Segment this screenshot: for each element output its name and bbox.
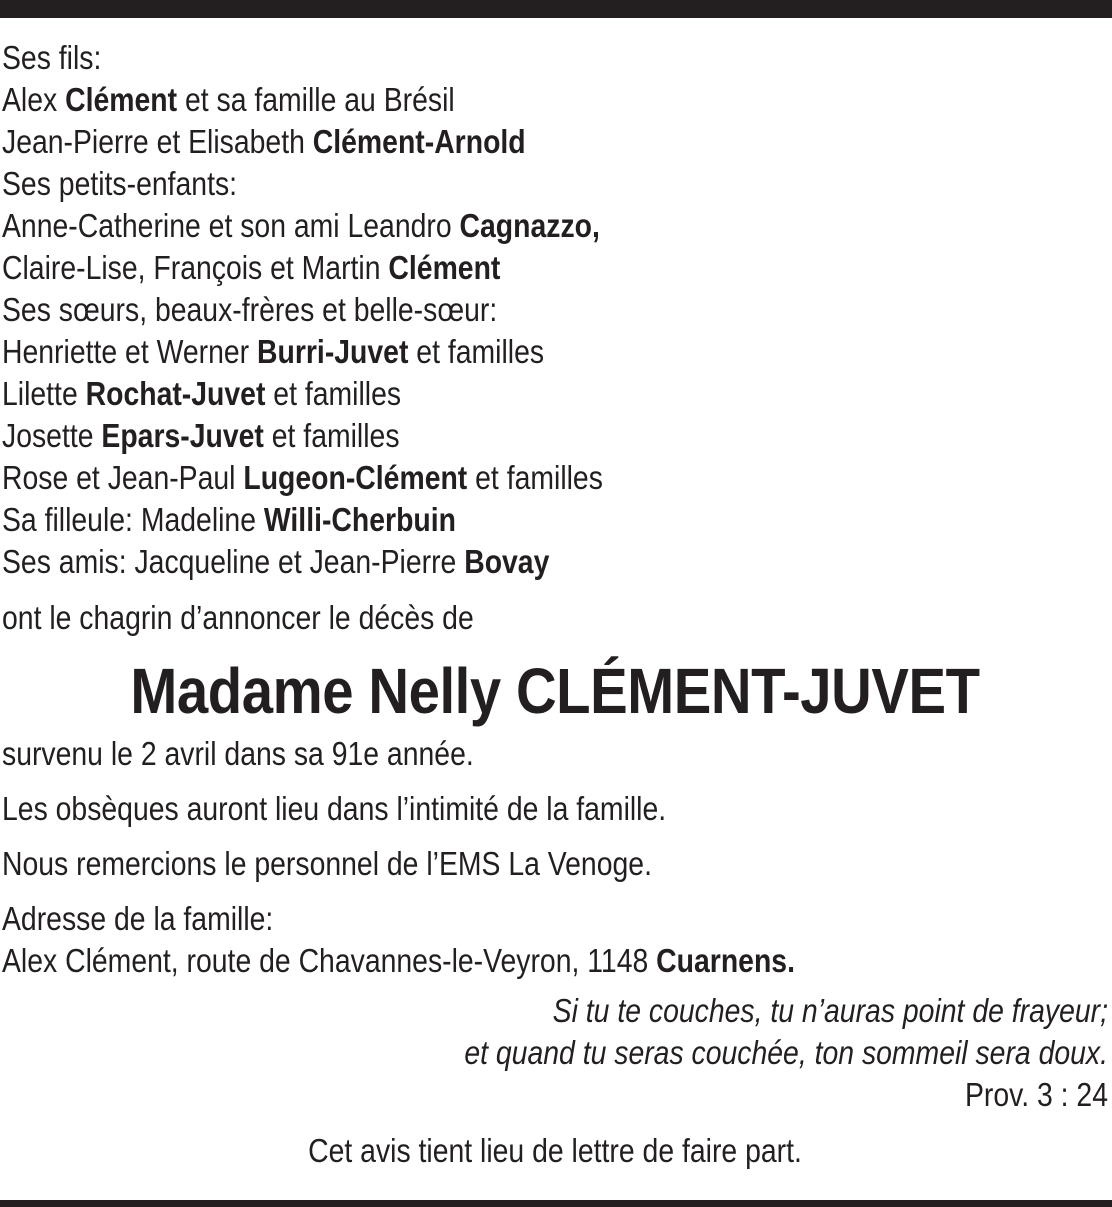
- grandchildren-heading: Ses petits-enfants:: [2, 165, 238, 202]
- sibling-line-2: Lilette Rochat-Juvet et familles: [2, 375, 402, 412]
- closing-note: Cet avis tient lieu de lettre de faire part.: [308, 1132, 802, 1169]
- son-line-2: Jean-Pierre et Elisabeth Clément-Arnold: [2, 123, 526, 160]
- surname: Rochat-Juvet: [85, 375, 266, 412]
- surname: Cagnazzo,: [459, 207, 600, 244]
- quote-line-2: et quand tu seras couchée, ton sommeil sera doux.: [464, 1034, 1108, 1071]
- surname: Bovay: [464, 543, 550, 580]
- surname: Epars-Juvet: [101, 417, 264, 454]
- bible-quote: [2, 990, 1108, 1116]
- grandchild-line-2: Claire-Lise, François et Martin Clément: [2, 249, 501, 286]
- surname: Clément: [388, 249, 501, 286]
- quote-line-1: Si tu te couches, tu n’auras point de frayeur;: [552, 992, 1108, 1029]
- surname: Clément: [65, 81, 178, 118]
- sons-heading: Ses fils:: [2, 39, 102, 76]
- surname: Clément-Arnold: [312, 123, 526, 160]
- siblings-heading: Ses sœurs, beaux-frères et belle-sœur:: [2, 291, 498, 328]
- grandchild-line-1: Anne-Catherine et son ami Leandro Cagnazzo,: [2, 207, 600, 244]
- bottom-rule: [0, 1200, 1112, 1207]
- surname: Willi-Cherbuin: [263, 501, 456, 538]
- announcement-text: ont le chagrin d’annoncer le décès de: [2, 599, 474, 636]
- deceased-name: Madame Nelly CLÉMENT-JUVET: [130, 655, 980, 727]
- funeral-details: Les obsèques auront lieu dans l’intimité de la famille.: [2, 790, 667, 827]
- sibling-line-1: Henriette et Werner Burri-Juvet et familles: [2, 333, 545, 370]
- obituary-notice: [2, 37, 1108, 1172]
- quote-reference: Prov. 3 : 24: [964, 1076, 1108, 1113]
- family-address: Alex Clément, route de Chavannes-le-Veyron, 1148 Cuarnens.: [2, 942, 795, 979]
- address-heading: Adresse de la famille:: [2, 900, 274, 937]
- goddaughter-line: Sa filleule: Madeline Willi-Cherbuin: [2, 501, 456, 538]
- surname: Burri-Juvet: [257, 333, 409, 370]
- friends-line: Ses amis: Jacqueline et Jean-Pierre Bovay: [2, 543, 550, 580]
- address-town: Cuarnens.: [656, 942, 795, 979]
- surname: Lugeon-Clément: [243, 459, 468, 496]
- thanks-text: Nous remercions le personnel de l’EMS La Venoge.: [2, 845, 652, 882]
- sibling-line-4: Rose et Jean-Paul Lugeon-Clément et familles: [2, 459, 603, 496]
- death-details: survenu le 2 avril dans sa 91e année.: [2, 735, 474, 772]
- top-rule: [0, 0, 1112, 18]
- sibling-line-3: Josette Epars-Juvet et familles: [2, 417, 400, 454]
- son-line-1: Alex Clément et sa famille au Brésil: [2, 81, 455, 118]
